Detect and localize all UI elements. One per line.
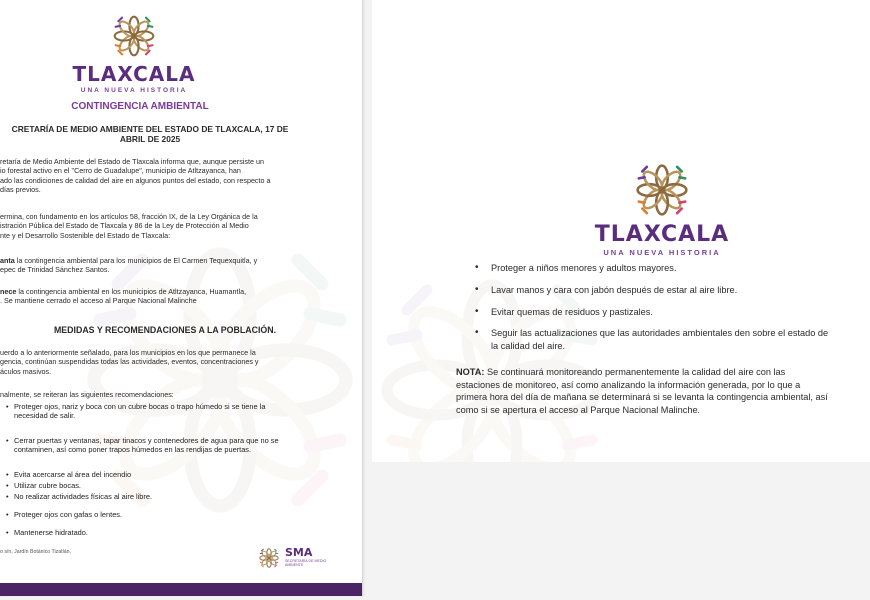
sma-logo: [258, 546, 348, 576]
recommendation-item: • Proteger ojos, nariz y boca con un cubre bocas o trapo húmedo si se tiene la necesidad de salir.: [14, 402, 334, 420]
levanta-paragraph: anta la contingencia ambiental para los municipios de El Carmen Tequexquitla, y epec de Trinidad Sánchez Santos.: [0, 256, 258, 275]
recommendation-item: • Evita acercarse al área del incendio: [14, 470, 334, 479]
finally-line: nalmente, se reiteran las siguientes recomendaciones:: [0, 390, 174, 399]
recommendation-item: • Seguir las actualizaciones que las autoridades ambientales den sobre el estado de la calidad del aire.: [491, 327, 869, 352]
small-emblem-icon: [258, 547, 280, 569]
measures-heading: MEDIDAS Y RECOMENDACIONES A LA POBLACIÓN.: [53, 325, 277, 335]
document-title: CONTINGENCIA AMBIENTAL: [71, 101, 209, 112]
sma-full-name: SECRETARÍA DE MEDIO AMBIENTE: [285, 559, 327, 568]
recommendation-item: • Lavar manos y cara con jabón después de estar al aire libre.: [491, 284, 869, 297]
measures-paragraph: uerdo a lo anteriormente señalado, para los municipios en los que permanece la gencia, continúan suspendidas todas las actividades, eventos, concentraciones y áculos masivos.: [0, 348, 259, 376]
logo-wordmark: TLAXCALA: [72, 62, 196, 86]
intro-paragraph: retaría de Medio Ambiente del Estado de Tlaxcala informa que, aunque persiste un io forestal activo en el "Cerro de Guadalupe", municipio de Atltzayanca, han ado las condiciones de calidad del aire en algunos puntos del estado, con respecto a días previos.: [0, 157, 271, 195]
logo-tagline: UNA NUEVA HISTORIA: [603, 248, 721, 257]
recommendation-item: • Evitar quemas de residuos y pastizales.: [491, 306, 869, 319]
note-paragraph: NOTA: Se continuará monitoreando permanentemente la calidad del aire con las estaciones de monitoreo, así como analizando la información generada, por lo que a primera hora del día de mañana se determinará si se levanta la contingencia ambiental, así como si se apertura el acceso al Parque Nacional Malinche.: [456, 367, 828, 415]
flower-emblem-icon: [633, 161, 691, 219]
recommendation-item: • Proteger ojos con gafas o lentes.: [14, 510, 334, 519]
tlaxcala-logo: [56, 13, 212, 94]
recommendation-item: • Cerrar puertas y ventanas, tapar tinacos y contenedores de agua para que no se contaminen, así como poner trapos húmedos en las rendijas de puertas.: [14, 436, 334, 454]
document-page-right: [372, 0, 870, 462]
determination-paragraph: ermina, con fundamento en los artículos 58, fracción IX, de la Ley Orgánica de la istración Pública del Estado de Tlaxcala y 86 de la Ley de Protección al Medio nte y el Desarrollo Sostenible del Estado de Tlaxcala:: [0, 212, 258, 240]
sma-acronym: SMA: [285, 546, 313, 559]
recommendation-item: • Mantenerse hidratado.: [14, 528, 334, 537]
flower-emblem-icon: [111, 13, 157, 59]
document-heading: CRETARÍA DE MEDIO AMBIENTE DEL ESTADO DE TLAXCALA, 17 DE ABRIL DE 2025: [11, 124, 289, 144]
recommendation-item: • No realizar actividades físicas al aire libre.: [14, 492, 334, 501]
recommendation-item: • Proteger a niños menores y adultos mayores.: [491, 262, 869, 275]
tlaxcala-logo: [582, 161, 742, 257]
recommendation-item: • Utilizar cubre bocas.: [14, 481, 334, 490]
note-label: NOTA:: [456, 367, 485, 377]
document-page-left: [0, 0, 363, 596]
mantiene-paragraph: nece la contingencia ambiental en los municipios de Atltzayanca, Huamantla, . Se mantiene cerrado el acceso al Parque Nacional Malinche: [0, 287, 247, 306]
logo-wordmark: TLAXCALA: [594, 222, 730, 247]
footer-bar: [0, 583, 362, 596]
address-line: o s/n, Jardín Botánico Tizatlán,: [0, 549, 71, 555]
logo-tagline: UNA NUEVA HISTORIA: [80, 87, 188, 94]
